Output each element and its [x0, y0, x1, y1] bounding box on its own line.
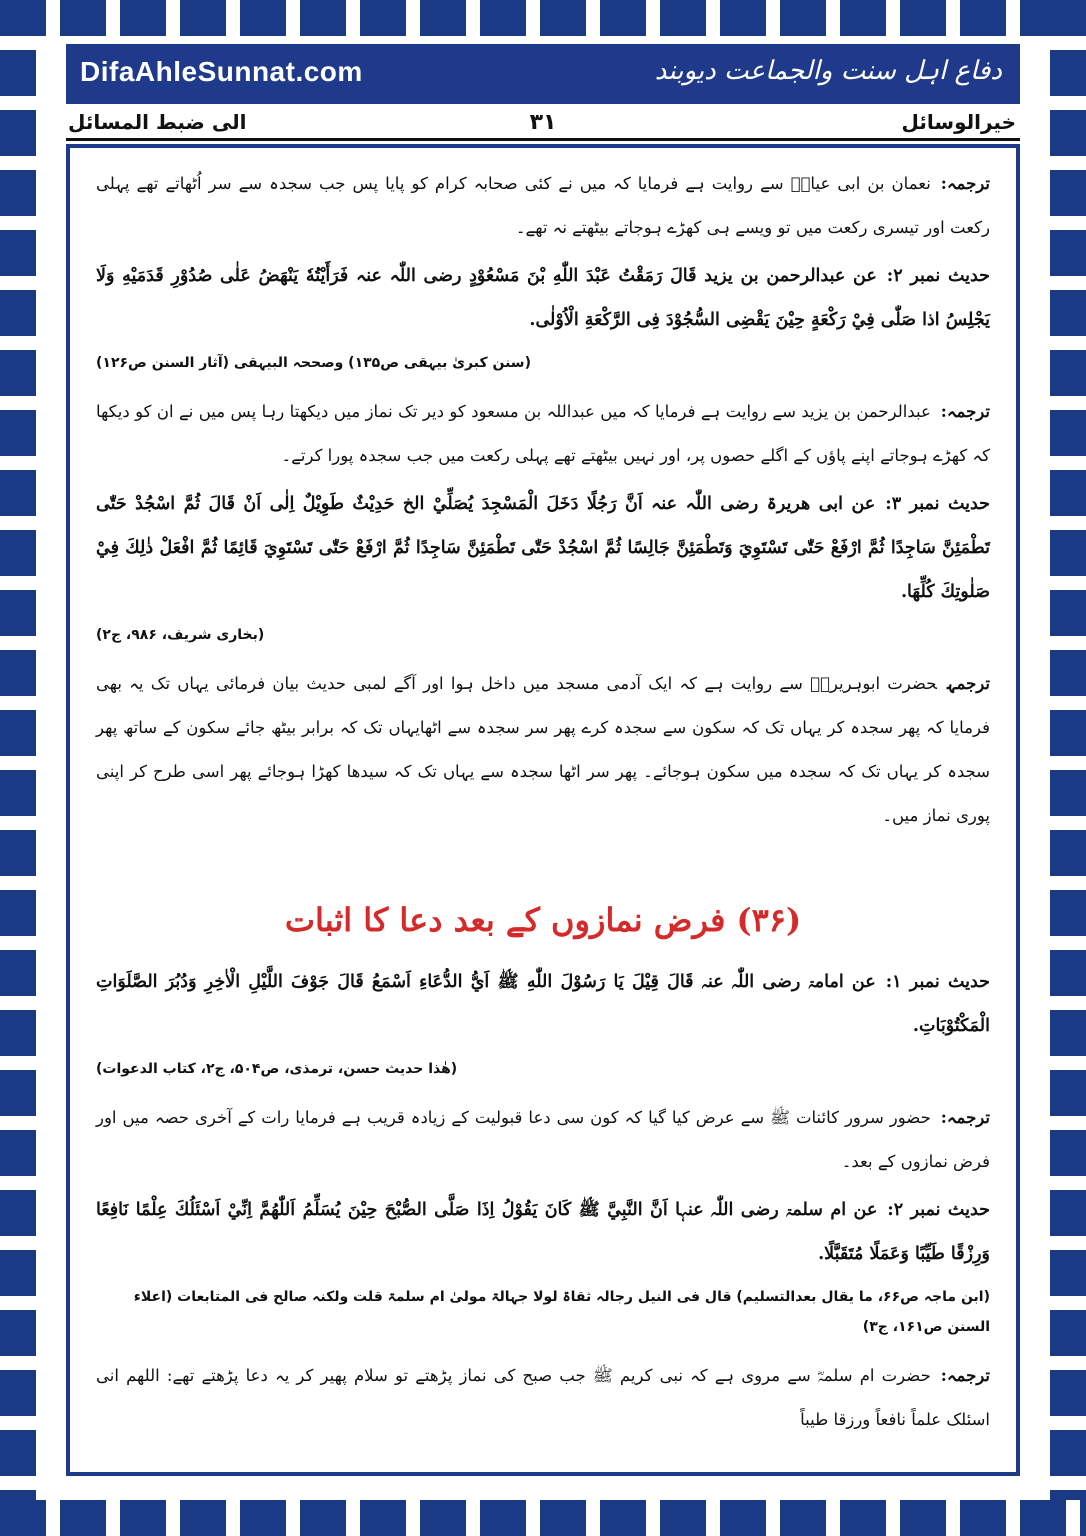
reference-citation: (هٰذا حدیث حسن، ترمذی، ص۵۰۴، ج۲، کتاب الدعوات) [96, 1061, 458, 1077]
site-brand: دفاع اہل سنت والجماعت دیوبند [654, 56, 1002, 86]
paragraph-text: نعمان بن ابی عیاشؒ سے روایت ہے فرمایا کہ میں نے کئی صحابہ کرام کو پایا پس جب سجدہ سے سر اُٹھاتے تھے پہلی رکعت اور تیسری رکعت میں تو ویسے ہی کھڑے ہوجاتے بیٹھتے نہ تھے۔ [96, 174, 990, 237]
translation-paragraph [96, 162, 990, 250]
paragraph-label: ترجمہ: [940, 174, 990, 193]
hadith-paragraph [96, 482, 990, 614]
site-url[interactable]: DifaAhleSunnat.com [80, 56, 363, 87]
hadith-text: عن ابی ھریرۃ رضی اللّٰہ عنہ اَنَّ رَجُلًا دَخَلَ الْمَسْجِدَ يُصَلِّيْ الخ حَدِيْثٌ طَوِيْلٌ اِلٰى اَنْ قَالَ ثُمَّ اسْجُدْ حَتّٰى تَطْمَئِنَّ سَاجِدًا ثُمَّ ارْفَعْ حَتّٰى تَسْتَوِيَ وَتَطْمَئِنَّ جَالِسًا ثُمَّ اسْجُدْ حَتّٰى تَطْمَئِنَّ سَاجِدًا ثُمَّ ارْفَعْ حَتّٰى تَسْتَوِيَ قَائِمًا ثُمَّ افْعَلْ ذٰلِكَ فِيْ صَلٰوتِكَ كُلِّهَا. [96, 494, 990, 602]
translation-paragraph [96, 1096, 990, 1184]
hadith-number: حدیث نمبر ۳: [885, 494, 991, 514]
paragraph-text: حضرت ام سلمہؓ سے مروی ہے کہ نبی کریم ﷺ جب صبح کی نماز پڑھتے تو سلام پھیر کر یہ دعا پڑھتے تھے: اللھم انی اسئلک علماً نافعاً ورزقا طیباً [96, 1366, 990, 1429]
hadith-paragraph [96, 1188, 990, 1276]
hadith-text: عن ام سلمۃ رضی اللّٰہ عنہا اَنَّ النَّبِيَّ ﷺ كَانَ يَقُوْلُ اِذَا صَلَّى الصُّبْحَ حِيْنَ يُسَلِّمُ اَللّٰهُمَّ اِنِّيْ اَسْئَلُكَ عِلْمًا نَافِعًا وَرِزْقًا طَيِّبًا وَعَمَلًا مُتَقَبَّلًا. [96, 1200, 990, 1264]
paragraph-label: ترجمہ: [940, 1108, 990, 1127]
border-pattern-bottom [0, 1500, 1086, 1536]
reference-citation: (بخاری شریف، ۹۸۶، ج۲) [96, 627, 265, 643]
reference-citation: (سنن کبریٰ بیہقی ص۱۳۵) وصححہ البیہقی (آثار السنن ص۱۲۶) [96, 355, 531, 371]
translation-paragraph [96, 390, 990, 478]
book-info-row [66, 108, 1020, 141]
page-number: ۳۱ [529, 110, 557, 135]
paragraph-text: حضور سرور کائنات ﷺ سے عرض کیا گیا کہ کون سی دعا قبولیت کے زیادہ قریب ہے فرمایا رات کے آخری حصہ میں اور فرض نمازوں کے بعد۔ [96, 1108, 990, 1171]
book-title: خیرالوسائل [901, 110, 1016, 134]
paragraph-label: ترجمہ: [940, 402, 990, 421]
page-frame [44, 36, 1042, 1500]
section-heading: (۳۶) فرض نمازوں کے بعد دعا کا اثبات [284, 901, 802, 939]
hadith-paragraph [96, 960, 990, 1048]
hadith-paragraph [96, 254, 990, 342]
reference-citation: (ابن ماجہ ص۶۶، ما یقال بعدالتسلیم) قال فی النیل رجالہ ثقاۃ لولا جہالۃ مولیٰ ام سلمۃ قلت ولکنہ صالح فی المتابعات (اعلاء السنن ص۱۶۱، ج۳) [133, 1289, 990, 1335]
paragraph-label: ترجمہ: [940, 1366, 990, 1385]
book-subtitle: الی ضبط المسائل [68, 110, 247, 134]
paragraph-text: عبدالرحمن بن یزید سے روایت ہے فرمایا کہ میں عبداللہ بن مسعود کو دیر تک نماز میں دیکھتا رہا پس میں نے ان کو دیکھا کہ کھڑے ہوجاتے اپنے پاؤں کے اگلے حصوں پر، اور نہیں بیٹھتے تھے پہلی رکعت میں جب سجدہ پورا کرتے۔ [96, 402, 990, 465]
site-header-bar [66, 44, 1020, 104]
hadith-text: عن امامۃ رضی اللّٰہ عنہ قَالَ قِيْلَ يَا رَسُوْلَ اللّٰهِ ﷺ اَيُّ الدُّعَاءِ اَسْمَعُ قَالَ جَوْفَ اللَّيْلِ الْاٰخِرِ وَدُبُرَ الصَّلَوَاتِ الْمَكْتُوْبَاتِ. [96, 972, 990, 1036]
border-pattern-right [1050, 0, 1086, 1536]
translation-paragraph [96, 662, 990, 838]
paragraph-label: ترجمہ [946, 674, 990, 693]
content-box [66, 144, 1020, 1476]
paragraph-text: حضرت ابوہریرہؓ سے روایت ہے کہ ایک آدمی مسجد میں داخل ہوا اور آگے لمبی حدیث بیان فرمائی یہاں تک یہ بھی فرمایا کہ پھر سجدہ کر یہاں تک کہ سکون سے سجدہ کرے پھر سر سجدہ سے اٹھایہاں تک کہ برابر بیٹھ جائے سکون کے ساتھ پھر سجدہ کر یہاں تک کہ سجدہ میں سکون ہوجائے۔ پھر سر اٹھا سجدہ سے یہاں تک کہ سیدھا کھڑا ہوجائے پھر اسی طرح کر اپنی پوری نماز میں۔ [96, 674, 990, 825]
translation-paragraph [96, 1354, 990, 1442]
hadith-number: حدیث نمبر ۲: [886, 266, 990, 286]
hadith-number: حدیث نمبر ۲: [887, 1200, 990, 1220]
hadith-number: حدیث نمبر ۱: [885, 972, 990, 992]
hadith-text: عن عبدالرحمن بن یزید قَالَ رَمَقْتُ عَبْدَ اللّٰهِ بْنَ مَسْعُوْدٍ رضی اللّٰہ عنہ فَرَأَيْتُهٗ يَنْهَضُ عَلٰى صُدُوْرِ قَدَمَيْهِ وَلَا يَجْلِسُ اذا صَلّٰى فِيْ رَكْعَةٍ حِيْنَ يَقْضِى السُّجُوْدَ فِى الرَّكْعَةِ الْاُوْلٰى. [96, 266, 990, 330]
